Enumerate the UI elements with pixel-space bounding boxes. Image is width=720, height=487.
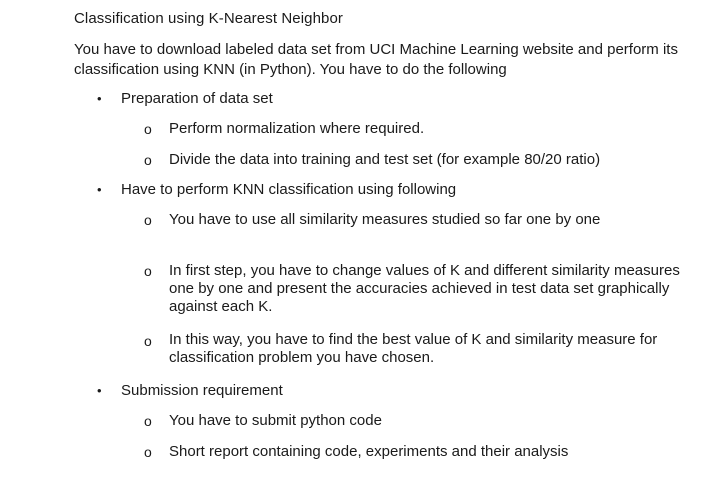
document-title: Classification using K-Nearest Neighbor	[74, 10, 344, 27]
list-item: Divide the data into training and test set (for example 80/20 ratio)	[169, 151, 601, 168]
section-heading-submission: Submission requirement	[121, 382, 283, 399]
intro-paragraph: You have to download labeled data set from UCI Machine Learning website and perform its classification using KNN (in Python). You have to do the following	[74, 41, 678, 78]
sub-bullet-icon: o	[144, 444, 152, 460]
section-heading-preparation: Preparation of data set	[121, 90, 273, 107]
sub-bullet-icon: o	[144, 263, 152, 279]
bullet-icon: •	[97, 91, 102, 106]
sub-bullet-icon: o	[144, 212, 152, 228]
sub-bullet-icon: o	[144, 413, 152, 429]
list-item: In first step, you have to change values of K and different similarity measures one by one and present the accuracies achieved in test data set graphically against each K.	[169, 262, 680, 315]
bullet-icon: •	[97, 182, 102, 197]
list-item: Short report containing code, experiments and their analysis	[169, 443, 569, 460]
list-item: In this way, you have to find the best value of K and similarity measure for classification problem you have chosen.	[169, 331, 658, 366]
sub-bullet-icon: o	[144, 152, 152, 168]
list-item: You have to submit python code	[169, 412, 382, 429]
section-heading-knn: Have to perform KNN classification using following	[121, 181, 457, 198]
sub-bullet-icon: o	[144, 121, 152, 137]
list-item: Perform normalization where required.	[169, 120, 425, 137]
list-item: You have to use all similarity measures studied so far one by one	[169, 211, 601, 228]
bullet-icon: •	[97, 383, 102, 398]
sub-bullet-icon: o	[144, 333, 152, 349]
